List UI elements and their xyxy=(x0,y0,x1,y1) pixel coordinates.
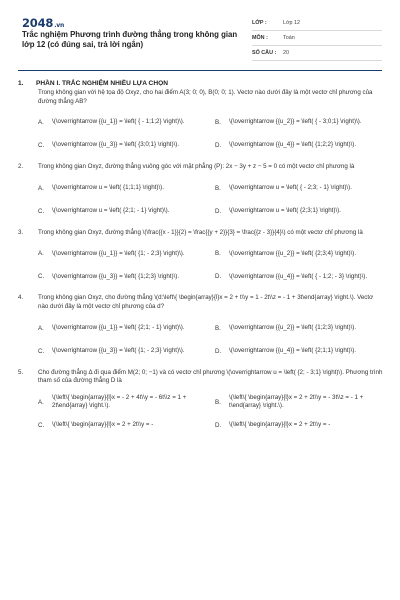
info-key: LỚP : xyxy=(252,20,267,26)
answer-text: \(\overrightarrow {{u_4}} = \left( {2;1;1} \right)\). xyxy=(229,346,357,354)
info-row-class xyxy=(252,16,382,31)
answer-text: \(\overrightarrow {{u_1}} = \left( {2;1; - 1} \right)\). xyxy=(52,323,185,331)
answer-option-a[interactable] xyxy=(38,320,207,337)
answer-options xyxy=(38,245,384,285)
answer-option-a[interactable] xyxy=(38,114,207,131)
answer-option-b[interactable] xyxy=(215,245,384,262)
answer-text: \(\overrightarrow {{u_4}} = \left( { - 1;2; - 3} \right)\). xyxy=(229,272,368,280)
question-number: 2. xyxy=(18,163,24,171)
answer-text: \(\overrightarrow {{u_2}} = \left( { - 3;0;1} \right)\). xyxy=(229,118,362,126)
answer-text: \(\overrightarrow {{u_1}} = \left( { - 1;1;2} \right)\). xyxy=(52,118,185,126)
answer-text: \(\left\{ \begin{array}{l}x = - 2 + 4t\\y = - 6t\\z = 1 + 2t\end{array} \right.\). xyxy=(52,393,187,410)
answer-option-d[interactable] xyxy=(215,343,384,360)
question-4 xyxy=(18,294,384,359)
worksheet-info xyxy=(252,16,382,61)
answer-text: \(\overrightarrow u = \left( {2;1; - 1} \right)\). xyxy=(52,206,170,214)
answer-label: A. xyxy=(38,119,44,127)
answer-text: \(\overrightarrow {{u_1}} = \left( {1; - 2;3} \right)\). xyxy=(52,249,185,257)
worksheet-title: Trắc nghiệm Phương trình đường thẳng trong không gian lớp 12 (có đúng sai, trả lời ngắn) xyxy=(22,30,238,49)
answer-option-c[interactable] xyxy=(38,203,207,220)
question-2 xyxy=(18,163,384,220)
header-divider xyxy=(18,70,382,71)
answer-label: A. xyxy=(38,324,44,332)
answer-label: D. xyxy=(215,421,222,429)
logo-text: 2048 xyxy=(22,16,54,30)
answer-options xyxy=(38,394,384,434)
answer-option-a[interactable] xyxy=(38,245,207,262)
question-number xyxy=(18,89,38,106)
question-text: Trong không gian Oxyz, đường thẳng \(\frac{{x - 1}}{2} = \frac{{y + 2}}{3} = \frac{{z - 3}}{4}\) có một vectơ chỉ phương là xyxy=(38,228,363,236)
answer-label: A. xyxy=(38,398,44,406)
info-row-subject xyxy=(252,31,382,46)
answer-option-d[interactable] xyxy=(215,417,384,434)
answer-label: B. xyxy=(215,119,221,127)
question-5 xyxy=(18,369,384,434)
answer-option-b[interactable] xyxy=(215,114,384,131)
answer-label: C. xyxy=(38,273,45,281)
answer-label: B. xyxy=(215,398,221,406)
answer-label: C. xyxy=(38,207,45,215)
answer-label: A. xyxy=(38,184,44,192)
answer-option-b[interactable] xyxy=(215,320,384,337)
answer-label: D. xyxy=(215,347,222,355)
question-number: 3. xyxy=(18,228,24,236)
answer-option-a[interactable] xyxy=(38,180,207,197)
info-key: MÔN : xyxy=(252,35,268,41)
info-row-count xyxy=(252,46,382,61)
answer-option-b[interactable] xyxy=(215,394,384,411)
answer-options xyxy=(38,180,384,220)
answer-option-d[interactable] xyxy=(215,268,384,285)
info-value: 20 xyxy=(283,50,289,56)
answer-option-d[interactable] xyxy=(215,203,384,220)
section-number: 1. xyxy=(18,80,24,87)
question-1 xyxy=(18,89,384,154)
answer-text: \(\overrightarrow {{u_3}} = \left( {1; - 2;3} \right)\). xyxy=(52,346,185,354)
answer-option-a[interactable] xyxy=(38,394,207,411)
answer-options xyxy=(38,114,384,154)
logo-suffix: .vn xyxy=(54,22,65,29)
answer-text: \(\overrightarrow {{u_2}} = \left( {1;2;3} \right)\). xyxy=(229,323,357,331)
section-title: PHẦN I. TRẮC NGHIỆM NHIỀU LỰA CHỌN xyxy=(36,80,168,87)
answer-option-c[interactable] xyxy=(38,343,207,360)
question-3 xyxy=(18,229,384,286)
answer-label: C. xyxy=(38,421,45,429)
answer-text: \(\overrightarrow u = \left( {2;3;1} \right)\). xyxy=(229,206,341,214)
answer-label: C. xyxy=(38,347,45,355)
info-value: Lớp 12 xyxy=(283,20,301,26)
answer-label: B. xyxy=(215,324,221,332)
answer-options xyxy=(38,320,384,360)
answer-label: B. xyxy=(215,250,221,258)
question-text: Trong không gian Oxyz, đường thẳng vuông góc với mặt phẳng (P): 2x − 3y + z − 5 = 0 có một vectơ chỉ phương là xyxy=(38,163,355,171)
answer-text: \(\left\{ \begin{array}{l}x = 2 + 2t\\y = - xyxy=(229,421,331,429)
answer-option-c[interactable] xyxy=(38,417,207,434)
answer-text: \(\left\{ \begin{array}{l}x = 2 + 2t\\y = - xyxy=(52,421,154,429)
answer-label: D. xyxy=(215,273,222,281)
answer-option-c[interactable] xyxy=(38,268,207,285)
question-text: Trong không gian với hệ tọa độ Oxyz, cho hai điểm A(3; 0; 0), B(0; 0; 1). Vectơ nào dưới đây là một vectơ chỉ phương của đường thẳng AB? xyxy=(38,89,373,105)
worksheet-content xyxy=(18,76,384,434)
answer-label: B. xyxy=(215,184,221,192)
question-number: 4. xyxy=(18,294,24,302)
answer-text: \(\overrightarrow {{u_4}} = \left( {1;2;2} \right)\). xyxy=(229,141,357,149)
worksheet-header xyxy=(0,0,400,66)
answer-text: \(\overrightarrow u = \left( {1;1;1} \right)\). xyxy=(52,183,164,191)
site-logo[interactable] xyxy=(22,16,64,30)
question-text: Trong không gian Oxyz, cho đường thẳng \(d:\left\{ \begin{array}{l}x = 2 + t\\y = 1 - 2t\\z = - 1 + 3t\end{array} \right.\). Vectơ nào dưới đây là một vectơ chỉ phương của d? xyxy=(38,294,374,310)
info-key: SỐ CÂU : xyxy=(252,50,277,56)
answer-text: \(\overrightarrow {{u_3}} = \left( {1;2;3} \right)\). xyxy=(52,272,180,280)
answer-text: \(\overrightarrow {{u_2}} = \left( {2;3;4} \right)\). xyxy=(229,249,357,257)
question-text: Cho đường thẳng Δ đi qua điểm M(2; 0; −1) và có vectơ chỉ phương \(\overrightarrow u = \left( {2; - 3;1} \right)\). Phương trình tham số của đường thẳng D là xyxy=(38,368,383,385)
answer-label: D. xyxy=(215,207,222,215)
answer-option-b[interactable] xyxy=(215,180,384,197)
answer-text: \(\overrightarrow {{u_3}} = \left( {3;0;1} \right)\). xyxy=(52,141,180,149)
answer-text: \(\overrightarrow u = \left( { - 2;3; - 1} \right)\). xyxy=(229,183,352,191)
answer-text: \(\left\{ \begin{array}{l}x = 2 + 2t\\y = - 3t\\z = - 1 + t\end{array} \right.\). xyxy=(229,393,364,410)
answer-label: A. xyxy=(38,250,44,258)
question-number: 5. xyxy=(18,368,24,376)
answer-label: D. xyxy=(215,142,222,150)
info-value: Toán xyxy=(283,35,295,41)
answer-option-c[interactable] xyxy=(38,137,207,154)
section-heading xyxy=(18,80,384,87)
answer-label: C. xyxy=(38,142,45,150)
answer-option-d[interactable] xyxy=(215,137,384,154)
